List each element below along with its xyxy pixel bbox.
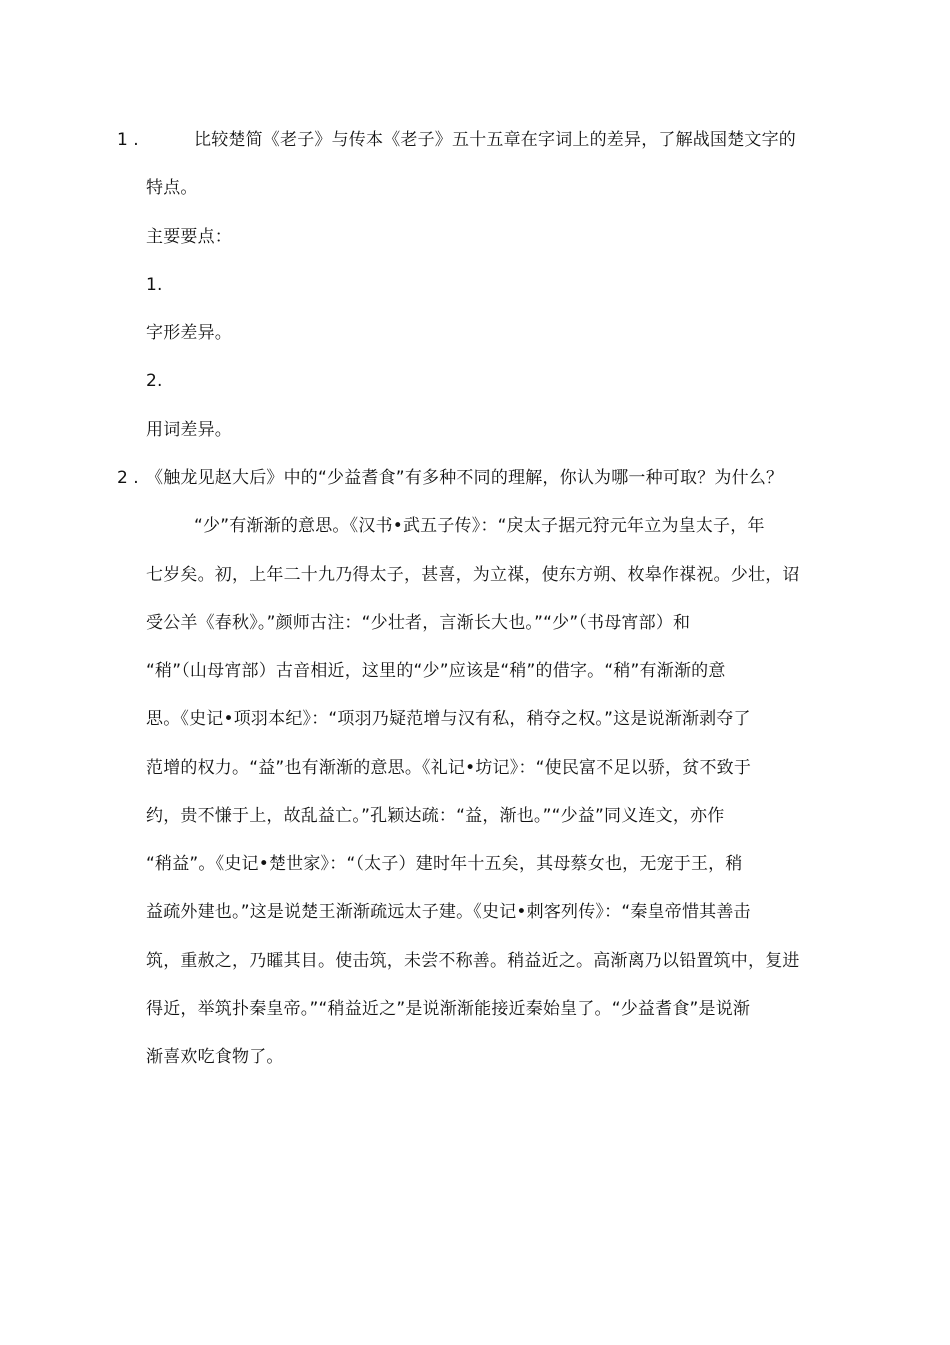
question-1-title-line1: 比较楚简《老子》与传本《老子》五十五章在字词上的差异，了解战国楚文字的 [194,130,796,150]
point-1-text: 字形差异。 [146,323,232,343]
answer-line: 受公羊《春秋》。”颜师古注：“少壮者，言渐长大也。”“少”（书母宵部）和 [146,613,691,633]
question-2-number: 2 . [117,468,139,488]
answer-line: 约，贵不慊于上，故乱益亡。”孔颖达疏：“益，渐也。”“少益”同义连文，亦作 [146,806,725,826]
question-1-title-line2: 特点。 [146,178,198,198]
answer-line: 渐喜欢吃食物了。 [146,1047,284,1067]
answer-line: 思。《史记•项羽本纪》：“项羽乃疑范增与汉有私，稍夺之权。”这是说渐渐剥夺了 [146,709,751,729]
point-2-text: 用词差异。 [146,420,232,440]
point-1-number: 1. [146,275,163,295]
question-2-title: 《触龙见赵大后》中的“少益耆食”有多种不同的理解，你认为哪一种可取？为什么？ [146,468,784,488]
answer-line: “少”有渐渐的意思。《汉书•武五子传》：“戾太子据元狩元年立为皇太子，年 [194,516,765,536]
point-2-number: 2. [146,371,163,391]
answer-line: 范增的权力。“益”也有渐渐的意思。《礼记•坊记》：“使民富不足以骄，贫不致于 [146,758,752,778]
answer-line: 得近，举筑扑秦皇帝。”“稍益近之”是说渐渐能接近秦始皇了。“少益耆食”是说渐 [146,999,751,1019]
question-1-number: 1 . [117,130,139,150]
answer-line: “稍”（山母宵部）古音相近，这里的“少”应该是“稍”的借字。“稍”有渐渐的意 [146,661,726,681]
answer-line: 七岁矣。初，上年二十九乃得太子，甚喜，为立禖，使东方朔、枚皋作禖祝。少壮，诏 [146,565,800,585]
answer-line: “稍益”。《史记•楚世家》：“（太子）建时年十五矣，其母蔡女也，无宠于王，稍 [146,854,743,874]
answer-line: 益疏外建也。”这是说楚王渐渐疏远太子建。《史记•刺客列传》：“秦皇帝惜其善击 [146,902,751,922]
answer-line: 筑，重赦之，乃矐其目。使击筑，未尝不称善。稍益近之。高渐离乃以铅置筑中，复进 [146,951,800,971]
points-header: 主要要点： [146,227,232,247]
